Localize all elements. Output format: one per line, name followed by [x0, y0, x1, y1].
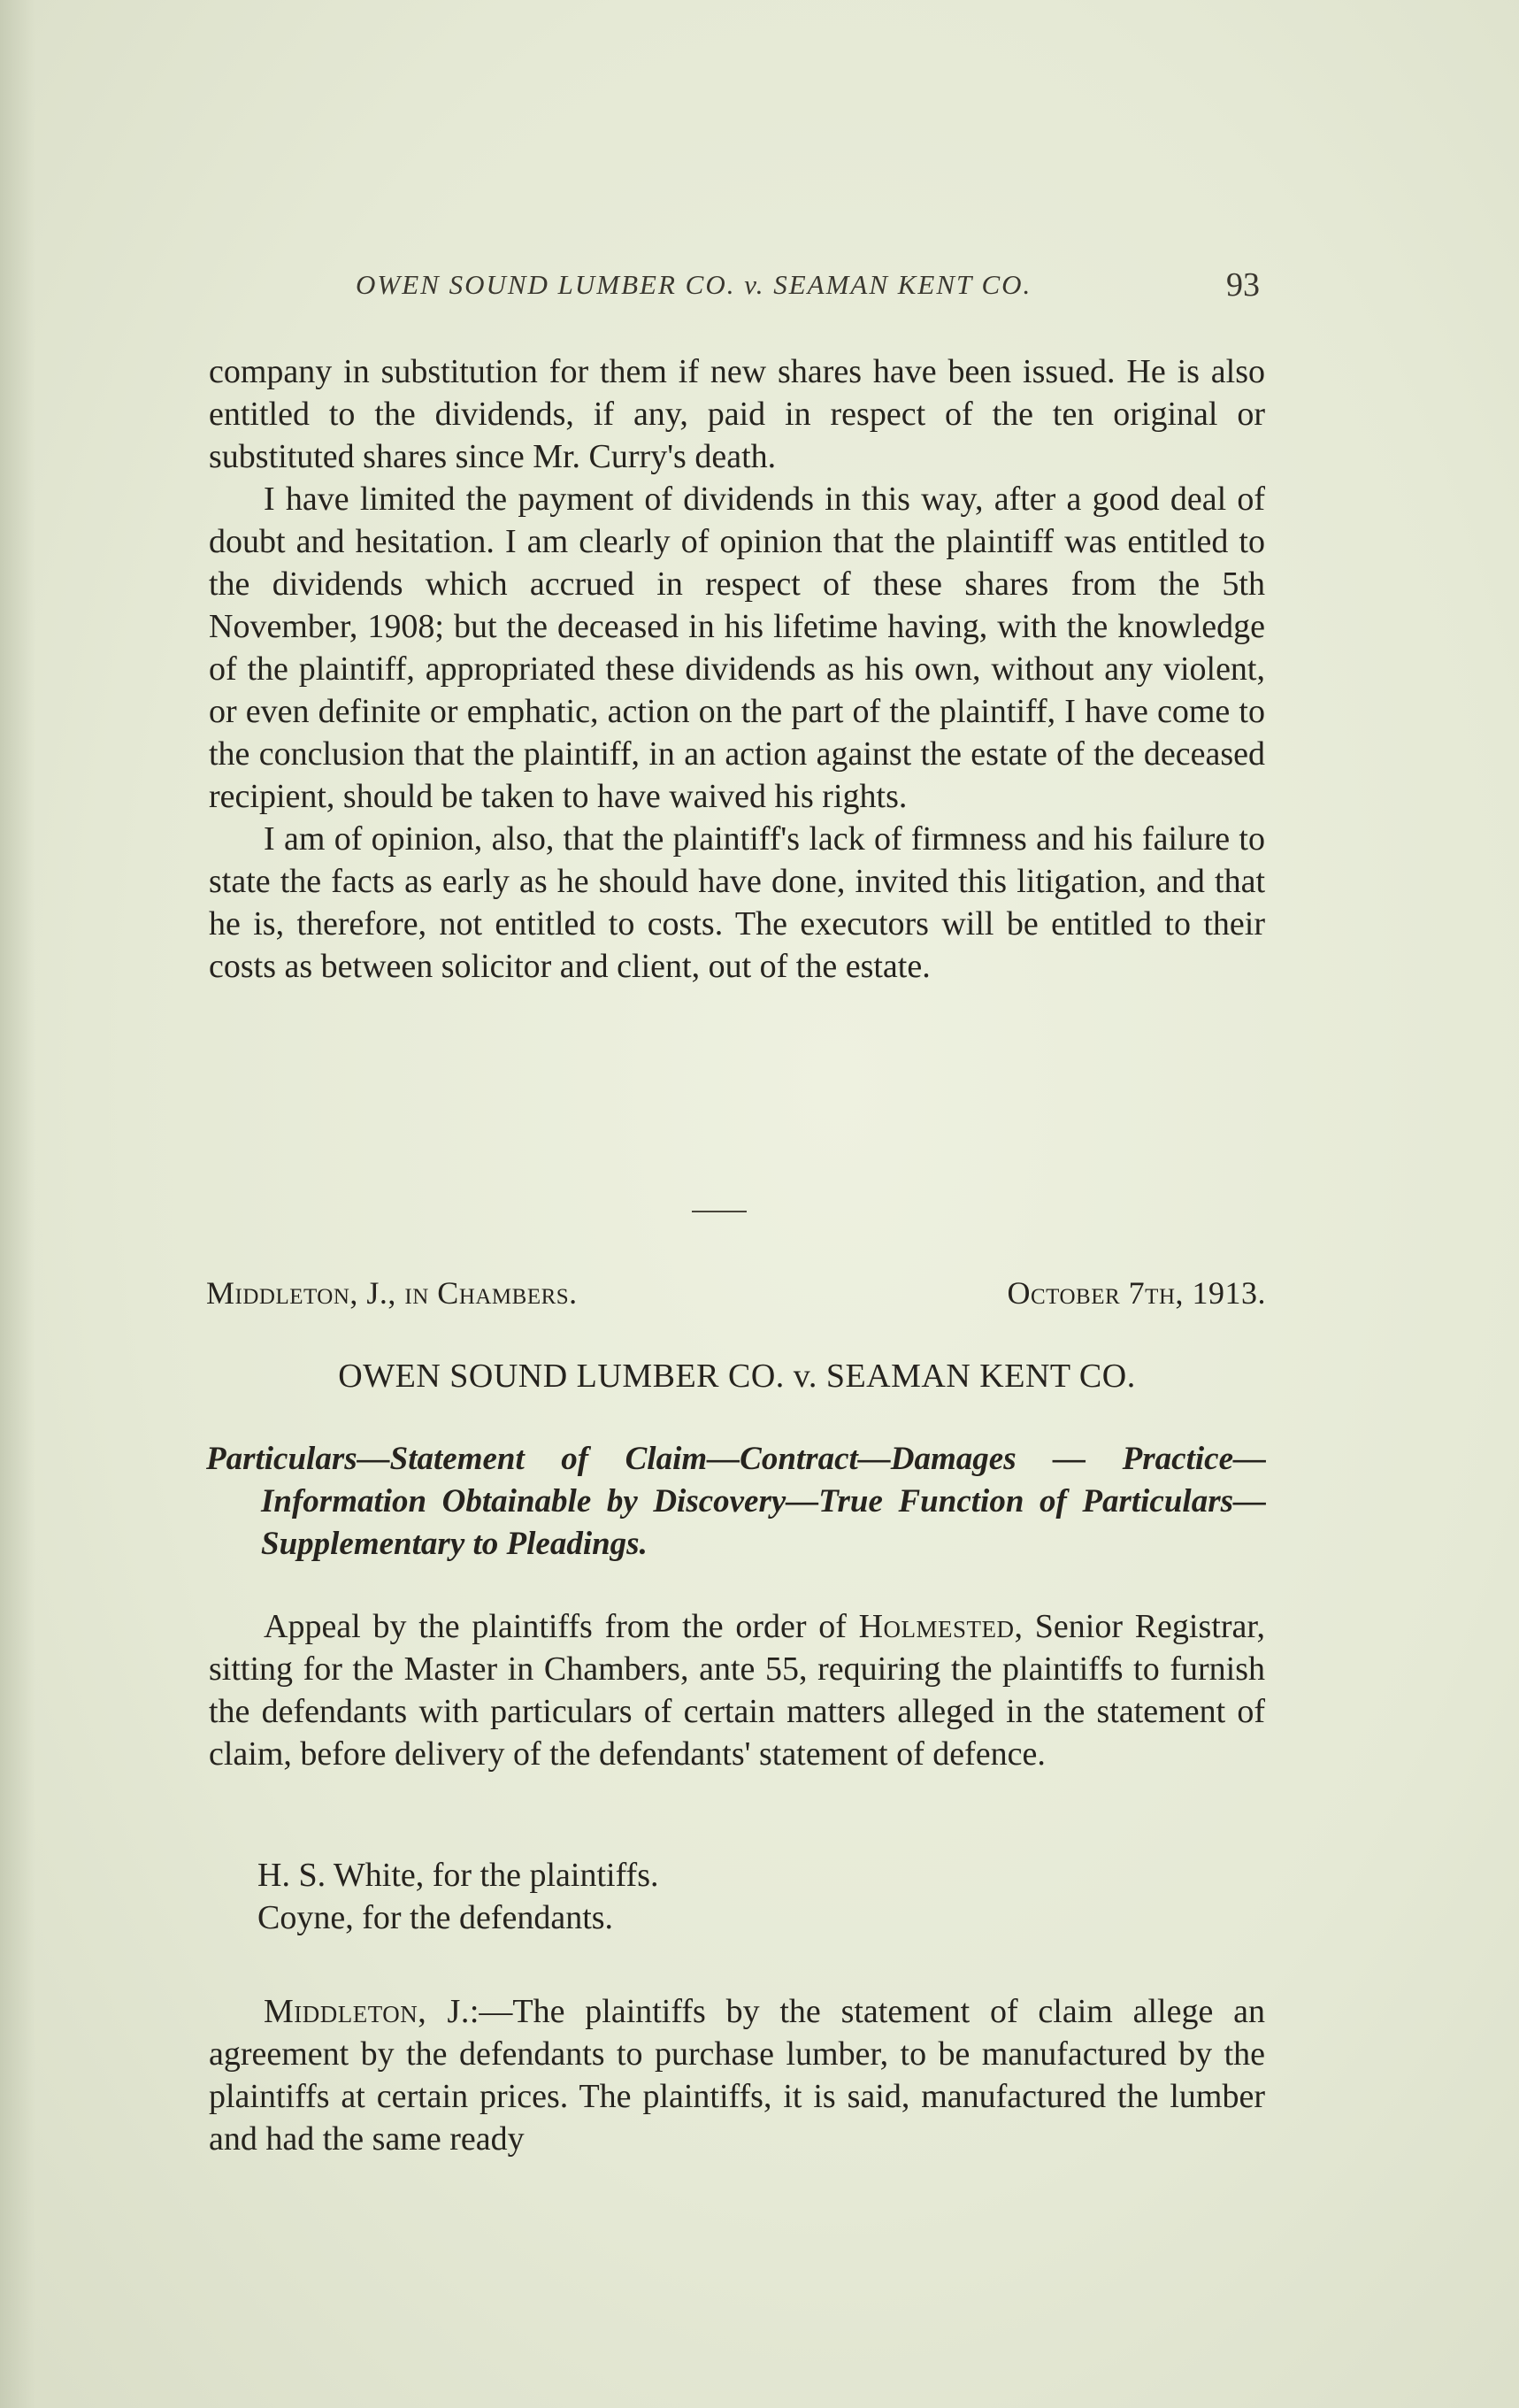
opinion-conclusion — [209, 350, 1265, 988]
paragraph-costs: I am of opinion, also, that the plaintiff's lack of firmness and his failure to state the facts as early as he should have done, invited this litigation, and that he is, therefore, not entitled to costs. The executors will be entitled to their costs as between solicitor and client, out of the estate. — [209, 820, 1265, 985]
headnote: Particulars—Statement of Claim—Contract—Damages — Practice—Information Obtainable by Discovery—True Function of Particulars—Supplementary to Pleadings. — [206, 1441, 1266, 1562]
registrar-name: Holmested — [858, 1608, 1015, 1645]
page-number: 93 — [1226, 266, 1260, 304]
appeal-rest: , Senior Registrar, sitting for the Master in Chambers, ante 55, requiring the plaintiffs to furnish the defendants with particulars of certain matters alleged in the statement of claim, before delivery of the defendants' statement of defence. — [209, 1608, 1265, 1773]
appeal-lead: Appeal by the plaintiffs from the order of — [264, 1608, 859, 1645]
counsel-list — [209, 1854, 1265, 1939]
appeal-paragraph — [209, 1605, 1265, 1775]
counsel-plaintiffs: H. S. White, for the plaintiffs. — [257, 1857, 659, 1894]
case-title: OWEN SOUND LUMBER CO. v. SEAMAN KENT CO. — [338, 1358, 1136, 1395]
judgment-paragraph — [209, 1990, 1265, 2160]
paragraph-continuation: company in substitution for them if new shares have been issued. He is also entitled to the dividends, if any, paid in respect of the ten original or substituted shares since Mr. Curry's death. — [209, 353, 1265, 475]
court-line — [206, 1274, 1266, 1312]
running-head: OWEN SOUND LUMBER CO. v. SEAMAN KENT CO. — [356, 269, 1032, 300]
court-date: October 7th, 1913. — [1007, 1275, 1266, 1311]
paragraph-dividends: I have limited the payment of dividends in this way, after a good deal of doubt and hesitation. I am clearly of opinion that the plaintiff was entitled to the dividends which accrued in respect of these shares from the 5th November, 1908; but the deceased in his lifetime having, with the knowledge of the plaintiff, appropriated these dividends as his own, without any violent, or even definite or emphatic, action on the part of the plaintiff, I have come to the conclusion that the plaintiff, in an action against the estate of the deceased recipient, should be taken to have waived his rights. — [209, 481, 1265, 815]
section-divider — [692, 1211, 747, 1212]
counsel-defendants: Coyne, for the defendants. — [257, 1899, 614, 1936]
judgment — [209, 1990, 1265, 2160]
court-judge: Middleton, J., in Chambers. — [206, 1275, 578, 1311]
judgment-text: :—The plaintiffs by the statement of claim allege an agreement by the defendants to purchase lumber, to be manufactured by the plaintiffs at certain prices. The plaintiffs, it is said, manufactured the lumber and had the same ready — [209, 1993, 1265, 2158]
judgment-judge: Middleton, J. — [264, 1993, 470, 2030]
appeal-statement — [209, 1605, 1265, 1775]
